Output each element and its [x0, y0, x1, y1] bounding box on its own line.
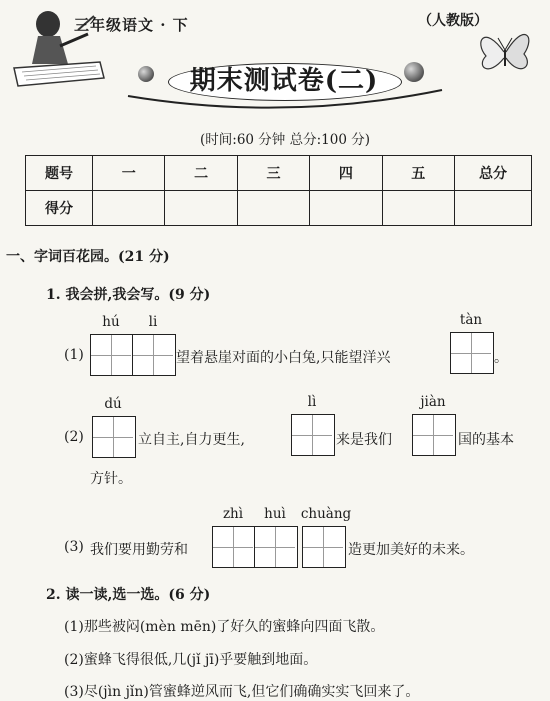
score-cell-total[interactable]	[455, 191, 532, 226]
pinyin-tan: tàn	[459, 312, 483, 328]
score-table	[25, 155, 532, 226]
grade-label: 三年级语文 · 下	[74, 16, 189, 34]
write-box-jian[interactable]	[412, 414, 456, 456]
item-1-number: (1)	[64, 347, 84, 363]
item-2-text-c: 国的基本	[458, 432, 514, 448]
pinyin-jian: jiàn	[420, 394, 446, 410]
item-2-text-a: 立自主,自力更生,	[138, 432, 245, 448]
score-cell-1[interactable]	[93, 191, 165, 226]
pinyin-chuang: chuàng	[300, 506, 352, 522]
score-cell-4[interactable]	[310, 191, 382, 226]
question-2-title: 2. 读一读,选一选。(6 分)	[46, 587, 211, 603]
pinyin-du: dú	[104, 396, 122, 412]
header-cell-total: 总分	[455, 156, 532, 191]
item-1-text: 望着悬崖对面的小白兔,只能望洋兴	[176, 350, 391, 366]
header-cell-3: 三	[237, 156, 309, 191]
score-table-score-row	[26, 191, 532, 226]
score-cell-3[interactable]	[237, 191, 309, 226]
write-box-tan[interactable]	[450, 332, 494, 374]
item-1-end: 。	[494, 350, 508, 366]
write-box-zhihui[interactable]	[212, 526, 298, 568]
decorative-ball-right	[404, 62, 424, 82]
butterfly-icon	[474, 22, 536, 82]
header-cell-5: 五	[382, 156, 454, 191]
pinyin-li: li	[148, 314, 158, 330]
write-box-li[interactable]	[291, 414, 335, 456]
pinyin-hui: huì	[264, 506, 286, 522]
q2-item-1: (1)那些被闷(mèn mēn)了好久的蜜蜂向四面飞散。	[64, 619, 385, 635]
edition-label: （人教版）	[418, 13, 488, 29]
header-cell-4: 四	[310, 156, 382, 191]
q2-item-3: (3)尽(jìn jǐn)管蜜蜂逆风而飞,但它们确确实实飞回来了。	[64, 684, 420, 700]
q2-item-2: (2)蜜蜂飞得很低,几(jǐ jī)乎要触到地面。	[64, 652, 318, 668]
section-1-title: 一、字词百花园。(21 分)	[6, 249, 170, 265]
score-cell-5[interactable]	[382, 191, 454, 226]
score-row-label: 得分	[26, 191, 93, 226]
header-cell-label: 题号	[26, 156, 93, 191]
exam-info: (时间:60 分钟 总分:100 分)	[200, 132, 370, 148]
score-table-header-row	[26, 156, 532, 191]
page-title: 期末测试卷(二)	[189, 66, 379, 96]
item-3-text-a: 我们要用勤劳和	[90, 542, 188, 558]
question-1-title: 1. 我会拼,我会写。(9 分)	[46, 287, 211, 303]
write-box-huli[interactable]	[90, 334, 176, 376]
item-3-number: (3)	[64, 539, 84, 555]
header-cell-1: 一	[93, 156, 165, 191]
header-cell-2: 二	[165, 156, 237, 191]
write-box-chuang[interactable]	[302, 526, 346, 568]
item-2-continuation: 方针。	[90, 471, 132, 487]
pinyin-li2: lì	[307, 394, 317, 410]
decorative-ball-left	[138, 66, 154, 82]
pinyin-zhi: zhì	[222, 506, 244, 522]
item-2-number: (2)	[64, 429, 84, 445]
score-cell-2[interactable]	[165, 191, 237, 226]
item-2-text-b: 来是我们	[336, 432, 392, 448]
item-3-text-b: 造更加美好的未来。	[348, 542, 474, 558]
write-box-du[interactable]	[92, 416, 136, 458]
pinyin-hu: hú	[102, 314, 120, 330]
